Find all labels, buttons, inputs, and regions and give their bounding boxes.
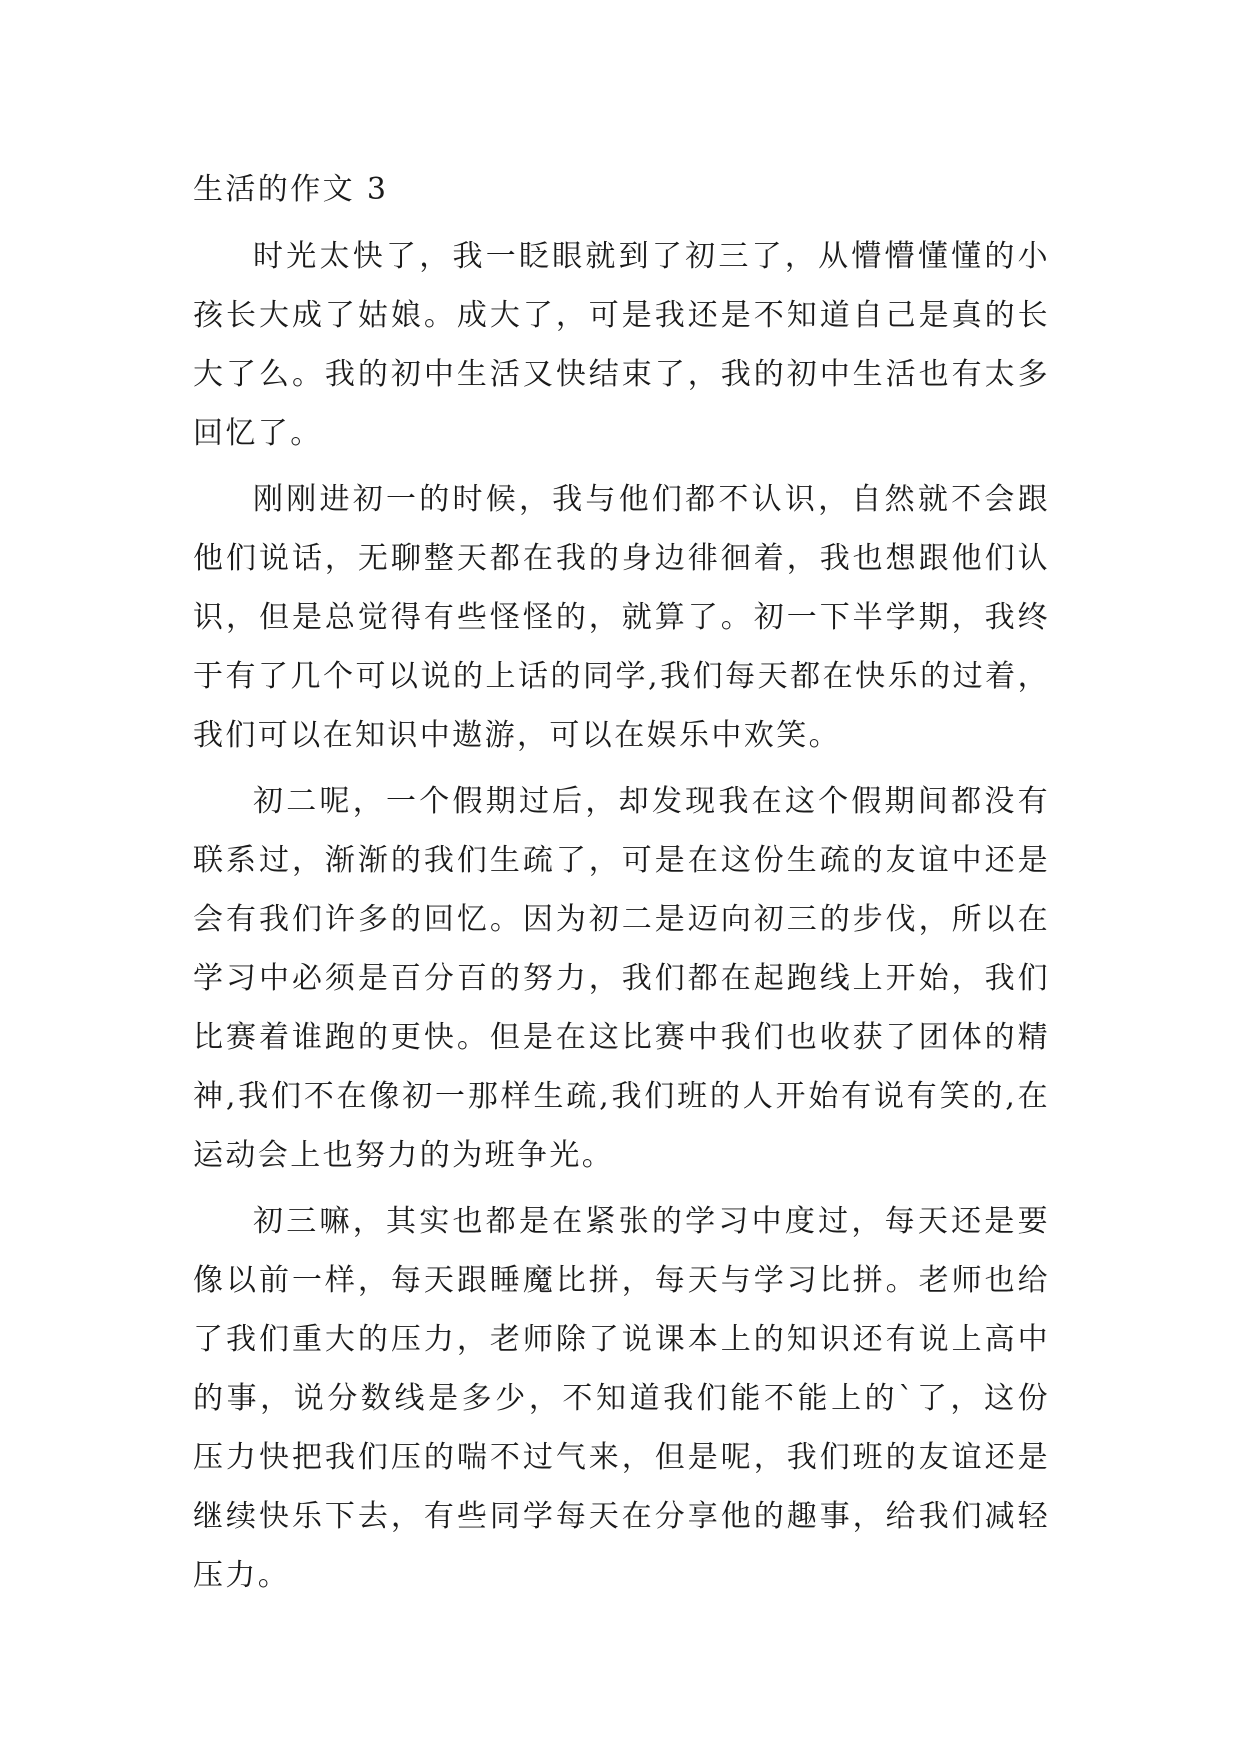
document-page — [193, 160, 1050, 1605]
paragraph-4: 初三嘛，其实也都是在紧张的学习中度过，每天还是要像以前一样，每天跟睡魔比拼，每天与学习比拼。老师也给了我们重大的压力，老师除了说课本上的知识还有说上高中的事，说分数线是多少，不知道我们能不能上的`了，这份压力快把我们压的喘不过气来，但是呢，我们班的友谊还是继续快乐下去，有些同学每天在分享他的趣事，给我们减轻压力。 — [193, 1204, 1050, 1593]
paragraph-1: 时光太快了，我一眨眼就到了初三了，从懵懵懂懂的小孩长大成了姑娘。成大了，可是我还是不知道自己是真的长大了么。我的初中生活又快结束了，我的初中生活也有太多回忆了。 — [193, 239, 1050, 451]
paragraph-2: 刚刚进初一的时候，我与他们都不认识，自然就不会跟他们说话，无聊整天都在我的身边徘徊着，我也想跟他们认识，但是总觉得有些怪怪的，就算了。初一下半学期，我终于有了几个可以说的上话的同学,我们每天都在快乐的过着，我们可以在知识中遨游，可以在娱乐中欢笑。 — [193, 482, 1050, 753]
paragraph-3: 初二呢，一个假期过后，却发现我在这个假期间都没有联系过，渐渐的我们生疏了，可是在这份生疏的友谊中还是会有我们许多的回忆。因为初二是迈向初三的步伐，所以在学习中必须是百分百的努力，我们都在起跑线上开始，我们比赛着谁跑的更快。但是在这比赛中我们也收获了团体的精神,我们不在像初一那样生疏,我们班的人开始有说有笑的,在运动会上也努力的为班争光。 — [193, 784, 1050, 1173]
document-title: 生活的作文 3 — [193, 172, 389, 207]
